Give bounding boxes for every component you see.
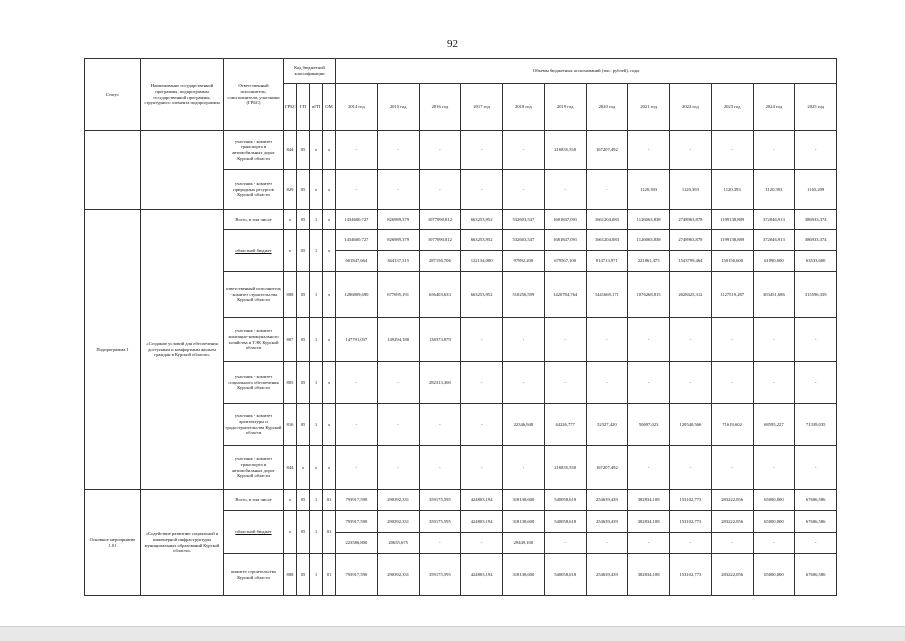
code-pgp: 1 <box>310 362 323 404</box>
value-cell: - <box>795 362 837 404</box>
value-cell: 29449,100 <box>503 533 545 554</box>
code-om: х <box>323 272 336 318</box>
value-cell: - <box>670 533 712 554</box>
value-cell: 221861,475 <box>628 251 670 272</box>
value-cell: - <box>795 533 837 554</box>
value-cell: - <box>586 170 628 210</box>
value-cell: 153102,773 <box>670 511 712 533</box>
value-cell: 793917,590 <box>336 554 378 596</box>
table-row <box>85 490 837 511</box>
value-cell: 283222,056 <box>711 490 753 511</box>
value-cell: 1126063,838 <box>628 210 670 230</box>
value-cell: - <box>461 318 503 362</box>
value-cell: 122134,000 <box>461 251 503 272</box>
code-pgp: 1 <box>310 490 323 511</box>
value-cell: - <box>753 533 795 554</box>
executor-cell: участник - комитет природных ресурсов Курской области <box>224 170 284 210</box>
value-cell: 216835,550 <box>544 131 586 170</box>
code-pgp: 1 <box>310 318 323 362</box>
value-cell: 1681847,091 <box>544 230 586 251</box>
budget-table <box>84 58 837 596</box>
value-cell: 540058,618 <box>544 511 586 533</box>
value-cell: - <box>753 131 795 170</box>
value-cell: - <box>336 131 378 170</box>
value-cell: 65000,000 <box>753 490 795 511</box>
value-cell: - <box>628 318 670 362</box>
value-cell: - <box>419 404 461 446</box>
value-cell: 382834,108 <box>628 511 670 533</box>
header-year: 2020 год <box>586 84 628 131</box>
value-cell: - <box>586 318 628 362</box>
header-year: 2018 год <box>503 84 545 131</box>
value-cell: 2748963,878 <box>670 210 712 230</box>
value-cell: 663253,952 <box>461 210 503 230</box>
value-cell: - <box>419 131 461 170</box>
code-gp: 05 <box>297 210 310 230</box>
executor-cell: ответственный исполнитель - комитет строительства Курской области <box>224 272 284 318</box>
header-executor: Ответственный исполнитель, соисполнители, участники (ГРБС) <box>224 59 284 131</box>
value-cell: - <box>377 404 419 446</box>
value-cell: 532603,547 <box>503 210 545 230</box>
executor-cell: областной бюджет <box>224 230 284 272</box>
code-gp: 05 <box>297 490 310 511</box>
value-cell: - <box>586 362 628 404</box>
value-cell: - <box>670 131 712 170</box>
value-cell: 1441669,171 <box>586 272 628 318</box>
value-cell: 1126063,838 <box>628 230 670 251</box>
value-cell: 1120,393 <box>711 170 753 210</box>
value-cell: 153102,773 <box>670 554 712 596</box>
code-grbs: 816 <box>284 404 297 446</box>
value-cell: - <box>503 131 545 170</box>
value-cell: 1120,393 <box>753 170 795 210</box>
executor-cell: участник - комитет социального обеспечения Курской области <box>224 362 284 404</box>
value-cell: 67606,586 <box>795 554 837 596</box>
value-cell: - <box>670 318 712 362</box>
value-cell: 1420784,764 <box>544 272 586 318</box>
value-cell: 290392,331 <box>377 554 419 596</box>
value-cell: 1543799,464 <box>670 251 712 272</box>
group-name: «Содействие развитию социальной и инженерной инфраструктуры муниципальных образований Курской области» <box>141 490 224 596</box>
value-cell: - <box>336 362 378 404</box>
value-cell: 283222,056 <box>711 554 753 596</box>
value-cell: 663253,952 <box>461 272 503 318</box>
code-grbs: х <box>284 490 297 511</box>
program-cell-empty <box>141 131 224 210</box>
page-number: 92 <box>447 38 458 50</box>
value-cell: 65000,000 <box>753 511 795 533</box>
value-cell: - <box>753 318 795 362</box>
code-grbs: х <box>284 230 297 272</box>
header-code-om: ОМ <box>323 84 336 131</box>
value-cell: 386933,374 <box>795 230 837 251</box>
value-cell: 150150,600 <box>711 251 753 272</box>
value-cell: 61090,000 <box>753 251 795 272</box>
value-cell: 382834,108 <box>628 554 670 596</box>
header-year: 2023 год <box>711 84 753 131</box>
value-cell: 359175,595 <box>419 511 461 533</box>
value-cell: 67606,586 <box>795 490 837 511</box>
value-cell: - <box>544 170 586 210</box>
code-pgp: 1 <box>310 511 323 554</box>
value-cell: 532603,547 <box>503 230 545 251</box>
value-cell: 1165,209 <box>795 170 837 210</box>
header-year: 2014 год <box>336 84 378 131</box>
value-cell: 359175,595 <box>419 490 461 511</box>
value-cell: - <box>503 318 545 362</box>
value-cell: - <box>795 446 837 490</box>
value-cell: - <box>628 362 670 404</box>
value-cell: 254639,439 <box>586 554 628 596</box>
value-cell: 540058,618 <box>544 554 586 596</box>
code-pgp: 1 <box>310 230 323 272</box>
code-gp: 05 <box>297 318 310 362</box>
code-grbs: 807 <box>284 318 297 362</box>
code-om: х <box>323 404 336 446</box>
value-cell: - <box>377 446 419 490</box>
table-row <box>85 131 837 170</box>
value-cell: 153102,773 <box>670 490 712 511</box>
code-grbs: 805 <box>284 362 297 404</box>
code-pgp: 1 <box>310 404 323 446</box>
header-budget-code: Код бюджетной классификации <box>284 59 336 84</box>
code-gp: 05 <box>297 511 310 554</box>
value-cell: - <box>628 533 670 554</box>
value-cell: - <box>753 446 795 490</box>
value-cell: - <box>503 170 545 210</box>
code-grbs: 844 <box>284 446 297 490</box>
value-cell: - <box>711 533 753 554</box>
executor-cell: участник - комитет транспорта и автомобильных дорог Курской области <box>224 446 284 490</box>
code-om: х <box>323 362 336 404</box>
value-cell: 793917,590 <box>336 511 378 533</box>
code-pgp: 1 <box>310 272 323 318</box>
header-code-grbs: ГРБС <box>284 84 297 131</box>
value-cell: 44226,777 <box>544 404 586 446</box>
value-cell: - <box>461 446 503 490</box>
value-cell: - <box>461 170 503 210</box>
executor-cell: участник - комитет архитектуры и градостроительства Курской области <box>224 404 284 446</box>
header-code-pgp: пГП <box>310 84 323 131</box>
code-pgp: 1 <box>310 210 323 230</box>
value-cell: 71339,035 <box>795 404 837 446</box>
executor-cell: Всего, в том числе <box>224 490 284 511</box>
header-year: 2019 год <box>544 84 586 131</box>
value-cell: 52327,420 <box>586 404 628 446</box>
value-cell: 216835,550 <box>544 446 586 490</box>
value-cell: 68595,227 <box>753 404 795 446</box>
value-cell: 287156,706 <box>419 251 461 272</box>
value-cell: - <box>503 362 545 404</box>
value-cell: - <box>711 362 753 404</box>
code-om: 01 <box>323 490 336 511</box>
value-cell: 71619,602 <box>711 404 753 446</box>
code-gp: 05 <box>297 170 310 210</box>
code-om: х <box>323 131 336 170</box>
value-cell: - <box>419 170 461 210</box>
value-cell: 254639,439 <box>586 511 628 533</box>
value-cell: 601847,664 <box>336 251 378 272</box>
value-cell: - <box>795 318 837 362</box>
value-cell: 382834,108 <box>628 490 670 511</box>
value-cell: 679567,100 <box>544 251 586 272</box>
code-om: х <box>323 446 336 490</box>
header-year: 2021 год <box>628 84 670 131</box>
value-cell: 826989,379 <box>377 210 419 230</box>
header-status: Статус <box>85 59 141 131</box>
value-cell: 223586,800 <box>336 533 378 554</box>
value-cell: - <box>461 533 503 554</box>
group-name: «Создание условий для обеспечения доступным и комфортным жильем граждан в Курской области» <box>141 210 224 490</box>
value-cell: 149294,188 <box>377 318 419 362</box>
header-year: 2025 год <box>795 84 837 131</box>
value-cell: 826989,379 <box>377 230 419 251</box>
value-cell: 814713,971 <box>586 251 628 272</box>
value-cell: - <box>419 446 461 490</box>
value-cell: 315596,339 <box>795 272 837 318</box>
value-cell: - <box>544 318 586 362</box>
value-cell: 63533,600 <box>795 251 837 272</box>
code-gp: 05 <box>297 554 310 596</box>
value-cell: 290392,331 <box>377 490 419 511</box>
value-cell: - <box>544 362 586 404</box>
value-cell: 65000,000 <box>753 554 795 596</box>
group-status: Подпрограмма 1 <box>85 210 141 490</box>
value-cell: - <box>377 170 419 210</box>
value-cell: 372046,913 <box>753 230 795 251</box>
value-cell: - <box>503 446 545 490</box>
header-year: 2022 год <box>670 84 712 131</box>
value-cell: - <box>628 446 670 490</box>
value-cell: 22346,948 <box>503 404 545 446</box>
code-om: х <box>323 230 336 272</box>
executor-cell: Всего, в том числе <box>224 210 284 230</box>
value-cell: 1199138,889 <box>711 210 753 230</box>
value-cell: 540058,618 <box>544 490 586 511</box>
value-cell: 2628425,312 <box>670 272 712 318</box>
value-cell: 147791,037 <box>336 318 378 362</box>
value-cell: 50697,023 <box>628 404 670 446</box>
value-cell: 120540,566 <box>670 404 712 446</box>
value-cell: 372046,913 <box>753 210 795 230</box>
value-cell: 364137,315 <box>377 251 419 272</box>
value-cell: - <box>753 362 795 404</box>
value-cell: - <box>336 170 378 210</box>
value-cell: - <box>336 404 378 446</box>
value-cell: 20655,675 <box>377 533 419 554</box>
code-grbs: х <box>284 210 297 230</box>
code-grbs: 808 <box>284 272 297 318</box>
value-cell: - <box>377 362 419 404</box>
value-cell: 1661204,083 <box>586 210 628 230</box>
value-cell: - <box>419 533 461 554</box>
code-grbs: 844 <box>284 131 297 170</box>
value-cell: - <box>586 533 628 554</box>
value-cell: - <box>336 446 378 490</box>
executor-cell: областной бюджет <box>224 511 284 554</box>
value-cell: 510256,599 <box>503 272 545 318</box>
code-om: 01 <box>323 511 336 554</box>
value-cell: 1434600,727 <box>336 210 378 230</box>
code-gp: 05 <box>297 362 310 404</box>
code-gp: 05 <box>297 131 310 170</box>
value-cell: 254639,439 <box>586 490 628 511</box>
value-cell: 318138,600 <box>503 554 545 596</box>
value-cell: 1077090,812 <box>419 210 461 230</box>
value-cell: 1286809,690 <box>336 272 378 318</box>
value-cell: - <box>461 362 503 404</box>
value-cell: 303451,686 <box>753 272 795 318</box>
value-cell: 793917,590 <box>336 490 378 511</box>
code-gp: 05 <box>297 404 310 446</box>
value-cell: 67606,586 <box>795 511 837 533</box>
value-cell: 1120,393 <box>628 170 670 210</box>
value-cell: 1661204,083 <box>586 230 628 251</box>
code-gp: х <box>297 446 310 490</box>
bottom-bar <box>0 626 905 641</box>
value-cell: - <box>711 131 753 170</box>
value-cell: 97892,200 <box>503 251 545 272</box>
value-cell: - <box>461 131 503 170</box>
value-cell: - <box>377 131 419 170</box>
value-cell: 424803,194 <box>461 511 503 533</box>
header-program-name: Наименование государственной программы, подпрограммы государственной программы, структурного элемента подпрограммы <box>141 59 224 131</box>
value-cell: 2748963,878 <box>670 230 712 251</box>
value-cell: 318138,600 <box>503 511 545 533</box>
group-status: Основное мероприятие 1.01 <box>85 490 141 596</box>
value-cell: 167207,492 <box>586 446 628 490</box>
header-year: 2024 год <box>753 84 795 131</box>
code-om: х <box>323 170 336 210</box>
value-cell: 1681847,091 <box>544 210 586 230</box>
code-pgp: х <box>310 170 323 210</box>
value-cell: 1120,393 <box>670 170 712 210</box>
value-cell: - <box>795 131 837 170</box>
code-om: 01 <box>323 554 336 596</box>
table-row <box>85 210 837 230</box>
value-cell: 386933,374 <box>795 210 837 230</box>
value-cell: 1434600,727 <box>336 230 378 251</box>
code-grbs: 808 <box>284 554 297 596</box>
value-cell: - <box>711 318 753 362</box>
code-grbs: 829 <box>284 170 297 210</box>
value-cell: 677695,191 <box>377 272 419 318</box>
header-year: 2016 год <box>419 84 461 131</box>
value-cell: 656403,633 <box>419 272 461 318</box>
value-cell: - <box>670 362 712 404</box>
code-gp: 05 <box>297 230 310 272</box>
value-cell: 1076268,815 <box>628 272 670 318</box>
value-cell: 1077090,812 <box>419 230 461 251</box>
header-year: 2017 год <box>461 84 503 131</box>
value-cell: - <box>461 404 503 446</box>
header-volumes: Объемы бюджетных ассигнований (тыс. рублей), годы <box>336 59 837 84</box>
value-cell: 1199138,889 <box>711 230 753 251</box>
value-cell: 167207,492 <box>586 131 628 170</box>
value-cell: - <box>670 446 712 490</box>
value-cell: 290392,331 <box>377 511 419 533</box>
value-cell: 663253,952 <box>461 230 503 251</box>
value-cell: 1127519,287 <box>711 272 753 318</box>
value-cell: 283222,056 <box>711 511 753 533</box>
code-gp: 05 <box>297 272 310 318</box>
status-cell-empty <box>85 131 141 210</box>
executor-cell: участник - комитет транспорта и автомобильных дорог Курской области <box>224 131 284 170</box>
executor-cell: участник - комитет жилищно-коммунального хозяйства и ТЭК Курской области <box>224 318 284 362</box>
header-code-gp: ГП <box>297 84 310 131</box>
code-om: х <box>323 318 336 362</box>
code-grbs: х <box>284 511 297 554</box>
value-cell: - <box>711 446 753 490</box>
value-cell: 318138,600 <box>503 490 545 511</box>
executor-cell: комитет строительства Курской области <box>224 554 284 596</box>
value-cell: 424803,194 <box>461 554 503 596</box>
value-cell: 138373,879 <box>419 318 461 362</box>
code-pgp: х <box>310 446 323 490</box>
header-year: 2015 год <box>377 84 419 131</box>
value-cell: 424803,194 <box>461 490 503 511</box>
value-cell: - <box>544 533 586 554</box>
value-cell: 282313,300 <box>419 362 461 404</box>
value-cell: 359175,595 <box>419 554 461 596</box>
code-pgp: х <box>310 131 323 170</box>
code-om: х <box>323 210 336 230</box>
code-pgp: 1 <box>310 554 323 596</box>
value-cell: - <box>628 131 670 170</box>
